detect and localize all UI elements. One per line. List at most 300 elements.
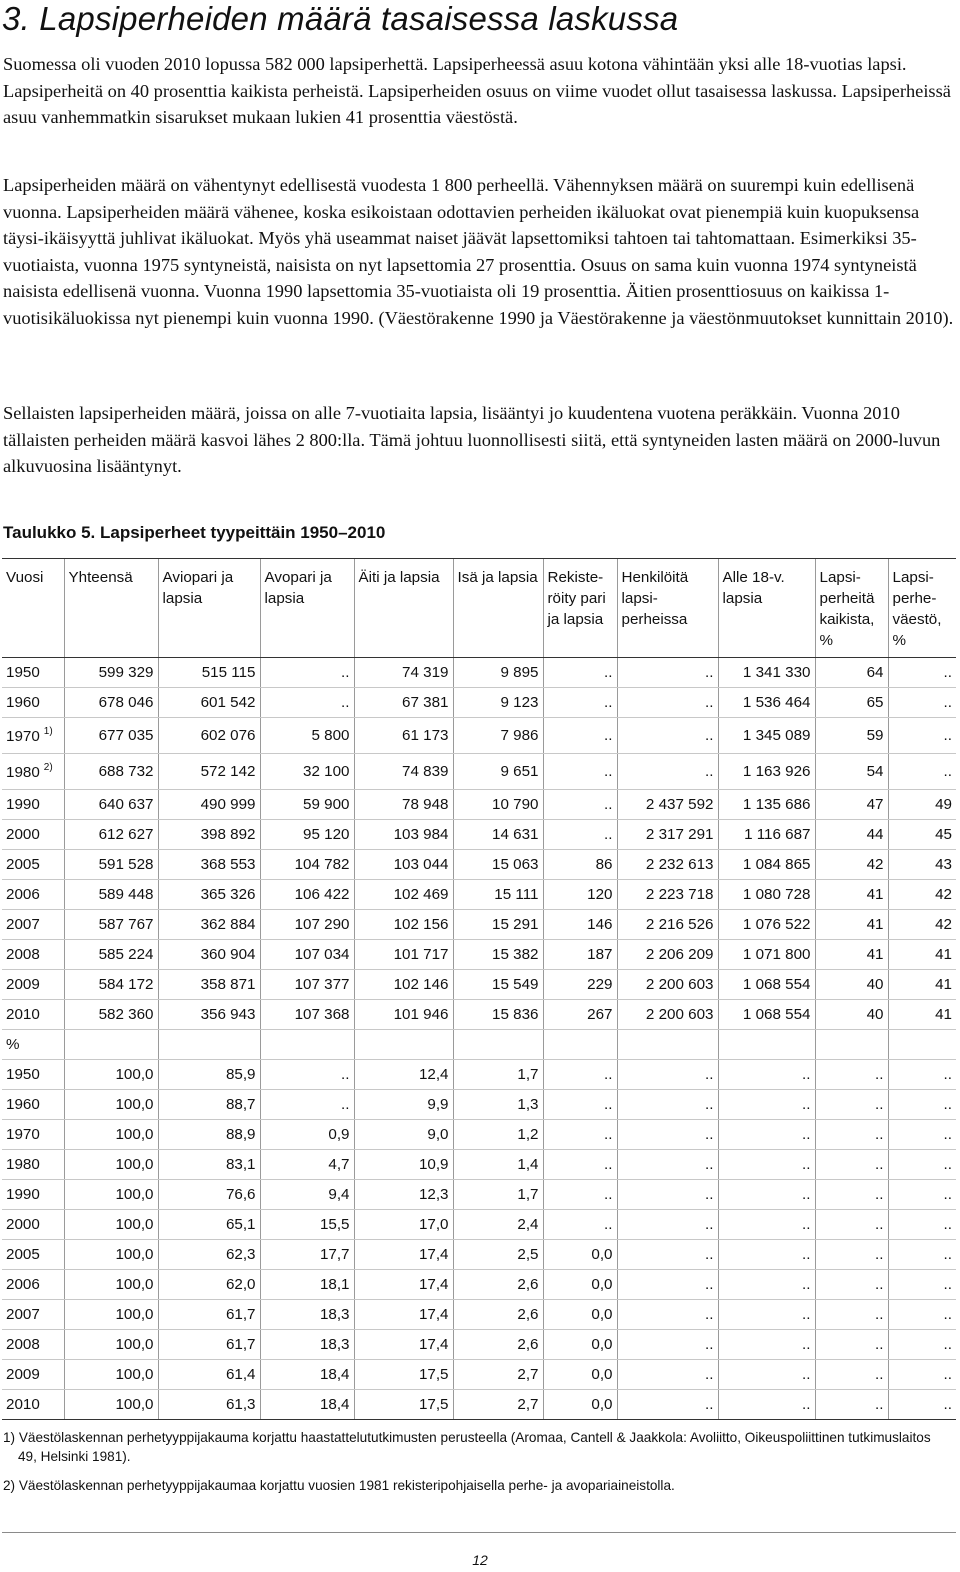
- table-cell: 103 984: [354, 820, 453, 850]
- column-header: Äiti ja lapsia: [354, 559, 453, 658]
- table-cell: 62,0: [158, 1270, 260, 1300]
- table-cell: 15 382: [453, 940, 543, 970]
- table-cell: 582 360: [64, 1000, 158, 1030]
- table-cell: 74 319: [354, 658, 453, 688]
- table-cell: 572 142: [158, 754, 260, 790]
- table-cell: ..: [718, 1150, 815, 1180]
- table-cell: 100,0: [64, 1090, 158, 1120]
- table-cell: ..: [617, 1270, 718, 1300]
- table-cell: 677 035: [64, 718, 158, 754]
- year-cell: 2008: [2, 940, 64, 970]
- table-cell: 62,3: [158, 1240, 260, 1270]
- footer-divider: [2, 1532, 956, 1533]
- column-header: Henkilöitä lapsi-perheissa: [617, 559, 718, 658]
- table-cell: 1 536 464: [718, 688, 815, 718]
- table-cell: ..: [888, 1270, 956, 1300]
- table-cell: ..: [718, 1060, 815, 1090]
- table-cell: ..: [543, 754, 617, 790]
- year-cell: 1990: [2, 1180, 64, 1210]
- table-cell: 64: [815, 658, 888, 688]
- table-cell: 2,6: [453, 1270, 543, 1300]
- year-cell: 1960: [2, 688, 64, 718]
- empty-cell: [888, 1030, 956, 1060]
- year-cell: 2009: [2, 970, 64, 1000]
- table-cell: 102 146: [354, 970, 453, 1000]
- table-cell: 120: [543, 880, 617, 910]
- year-cell: 2010: [2, 1000, 64, 1030]
- table-cell: 1 080 728: [718, 880, 815, 910]
- table-cell: 0,0: [543, 1240, 617, 1270]
- table-cell: ..: [617, 1060, 718, 1090]
- table-cell: 15 111: [453, 880, 543, 910]
- table-cell: 61,3: [158, 1390, 260, 1420]
- table-cell: 42: [815, 850, 888, 880]
- table-cell: 2 200 603: [617, 970, 718, 1000]
- table-row: [2, 1210, 956, 1240]
- table-cell: 100,0: [64, 1240, 158, 1270]
- table-cell: 9,0: [354, 1120, 453, 1150]
- table-cell: 1 076 522: [718, 910, 815, 940]
- table-row: [2, 688, 956, 718]
- table-cell: 47: [815, 790, 888, 820]
- table-row: [2, 790, 956, 820]
- table-cell: 104 782: [260, 850, 354, 880]
- table-cell: 2,6: [453, 1300, 543, 1330]
- table-cell: ..: [617, 1180, 718, 1210]
- table-cell: ..: [888, 718, 956, 754]
- table-cell: 44: [815, 820, 888, 850]
- table-body: [2, 658, 956, 1420]
- year-cell: 2008: [2, 1330, 64, 1360]
- table-cell: 86: [543, 850, 617, 880]
- column-header: Alle 18-v. lapsia: [718, 559, 815, 658]
- table-cell: 41: [888, 1000, 956, 1030]
- table-cell: 1,3: [453, 1090, 543, 1120]
- table-cell: 612 627: [64, 820, 158, 850]
- table-cell: 76,6: [158, 1180, 260, 1210]
- table-cell: ..: [815, 1180, 888, 1210]
- year-cell: 1960: [2, 1090, 64, 1120]
- table-cell: 100,0: [64, 1300, 158, 1330]
- table-cell: 100,0: [64, 1150, 158, 1180]
- footnotes: [3, 1428, 953, 1505]
- table-cell: 1 341 330: [718, 658, 815, 688]
- table-cell: ..: [718, 1090, 815, 1120]
- year-cell: 1950: [2, 1060, 64, 1090]
- page-title: 3. Lapsiperheiden määrä tasaisessa laskussa: [2, 0, 679, 37]
- empty-cell: [354, 1030, 453, 1060]
- table-cell: 10,9: [354, 1150, 453, 1180]
- year-cell: 2007: [2, 910, 64, 940]
- table-cell: 9,9: [354, 1090, 453, 1120]
- table-cell: 61 173: [354, 718, 453, 754]
- table-cell: ..: [888, 1390, 956, 1420]
- table-cell: ..: [888, 1330, 956, 1360]
- table-cell: 1 116 687: [718, 820, 815, 850]
- table-cell: ..: [888, 1180, 956, 1210]
- table-cell: 42: [888, 880, 956, 910]
- table-cell: ..: [543, 1060, 617, 1090]
- table-cell: ..: [260, 1090, 354, 1120]
- table-cell: 100,0: [64, 1360, 158, 1390]
- table-cell: 32 100: [260, 754, 354, 790]
- table-cell: 1 068 554: [718, 1000, 815, 1030]
- empty-cell: [617, 1030, 718, 1060]
- table-cell: 100,0: [64, 1330, 158, 1360]
- table-cell: ..: [718, 1300, 815, 1330]
- table-cell: 17,4: [354, 1330, 453, 1360]
- table-cell: 17,7: [260, 1240, 354, 1270]
- table-row: [2, 1180, 956, 1210]
- table-cell: ..: [617, 1090, 718, 1120]
- table-cell: 0,0: [543, 1390, 617, 1420]
- table-cell: 59: [815, 718, 888, 754]
- table-cell: 78 948: [354, 790, 453, 820]
- table-cell: 1 345 089: [718, 718, 815, 754]
- table-cell: ..: [718, 1120, 815, 1150]
- table-cell: 0,0: [543, 1330, 617, 1360]
- year-value: 1980: [6, 764, 40, 781]
- table-cell: 101 717: [354, 940, 453, 970]
- table-cell: 17,4: [354, 1270, 453, 1300]
- table-row: [2, 1390, 956, 1420]
- table-cell: 2 223 718: [617, 880, 718, 910]
- table-cell: 2 437 592: [617, 790, 718, 820]
- table-cell: ..: [617, 754, 718, 790]
- table-cell: ..: [888, 1060, 956, 1090]
- table-cell: ..: [815, 1330, 888, 1360]
- column-header: Rekiste-röity pari ja lapsia: [543, 559, 617, 658]
- year-cell: [2, 754, 64, 790]
- table-cell: 599 329: [64, 658, 158, 688]
- table-cell: ..: [260, 1060, 354, 1090]
- table-cell: 107 290: [260, 910, 354, 940]
- table-cell: ..: [815, 1300, 888, 1330]
- table-cell: ..: [815, 1210, 888, 1240]
- table-cell: ..: [888, 1360, 956, 1390]
- table-cell: 17,4: [354, 1240, 453, 1270]
- percent-section-label: %: [2, 1030, 64, 1060]
- column-header: Yhteensä: [64, 559, 158, 658]
- table-cell: ..: [543, 1210, 617, 1240]
- table-row: [2, 1150, 956, 1180]
- table-cell: 2 232 613: [617, 850, 718, 880]
- year-cell: 1990: [2, 790, 64, 820]
- table-cell: 1 068 554: [718, 970, 815, 1000]
- table-cell: ..: [543, 1150, 617, 1180]
- table-cell: 59 900: [260, 790, 354, 820]
- table-cell: 640 637: [64, 790, 158, 820]
- table-cell: 584 172: [64, 970, 158, 1000]
- table-cell: 18,1: [260, 1270, 354, 1300]
- table-cell: 83,1: [158, 1150, 260, 1180]
- table-row: [2, 754, 956, 790]
- year-cell: [2, 718, 64, 754]
- table-cell: 2 216 526: [617, 910, 718, 940]
- table-cell: 146: [543, 910, 617, 940]
- table-cell: ..: [815, 1150, 888, 1180]
- table-cell: ..: [617, 1210, 718, 1240]
- table-cell: 18,3: [260, 1330, 354, 1360]
- families-table: [2, 558, 956, 1420]
- table-header-row: [2, 559, 956, 658]
- table-cell: 17,4: [354, 1300, 453, 1330]
- column-header: Aviopari ja lapsia: [158, 559, 260, 658]
- paragraph-1: [3, 51, 958, 131]
- table-cell: 1,7: [453, 1060, 543, 1090]
- empty-cell: [815, 1030, 888, 1060]
- table-cell: ..: [888, 1150, 956, 1180]
- table-cell: 1 084 865: [718, 850, 815, 880]
- table-cell: 515 115: [158, 658, 260, 688]
- table-cell: 95 120: [260, 820, 354, 850]
- table-cell: 2 200 603: [617, 1000, 718, 1030]
- table-cell: 0,9: [260, 1120, 354, 1150]
- table-row: [2, 1240, 956, 1270]
- table-cell: 2,7: [453, 1390, 543, 1420]
- table-cell: 1 135 686: [718, 790, 815, 820]
- footnote-1: 1) Väestölaskennan perhetyyppijakauma korjattu haastattelututkimusten perusteella (Aromaa, Cantell & Jaakkola: Avoliitto, Oikeuspoliittinen tutkimuslaitos 49, Helsinki 1981).: [3, 1430, 931, 1464]
- table-cell: ..: [617, 1360, 718, 1390]
- table-cell: ..: [617, 1390, 718, 1420]
- table-cell: 102 156: [354, 910, 453, 940]
- table-cell: 12,4: [354, 1060, 453, 1090]
- table-cell: 368 553: [158, 850, 260, 880]
- table-cell: 41: [815, 940, 888, 970]
- table-cell: ..: [543, 820, 617, 850]
- year-cell: 2007: [2, 1300, 64, 1330]
- table-cell: ..: [718, 1180, 815, 1210]
- table-cell: 12,3: [354, 1180, 453, 1210]
- table-cell: ..: [815, 1240, 888, 1270]
- table-cell: 2,4: [453, 1210, 543, 1240]
- table-cell: 100,0: [64, 1120, 158, 1150]
- table-cell: ..: [888, 1120, 956, 1150]
- table-cell: 18,4: [260, 1360, 354, 1390]
- table-cell: 106 422: [260, 880, 354, 910]
- table-cell: ..: [815, 1120, 888, 1150]
- paragraph-2: [3, 172, 958, 331]
- year-cell: 1970: [2, 1120, 64, 1150]
- table-cell: ..: [815, 1390, 888, 1420]
- year-cell: 2006: [2, 1270, 64, 1300]
- table-cell: ..: [260, 688, 354, 718]
- table-cell: ..: [718, 1360, 815, 1390]
- table-cell: ..: [815, 1270, 888, 1300]
- table-cell: ..: [260, 658, 354, 688]
- year-cell: 2010: [2, 1390, 64, 1420]
- table-cell: 10 790: [453, 790, 543, 820]
- table-row: [2, 718, 956, 754]
- table-cell: ..: [815, 1090, 888, 1120]
- table-cell: 2,6: [453, 1330, 543, 1360]
- table-cell: 100,0: [64, 1180, 158, 1210]
- table-cell: ..: [543, 1120, 617, 1150]
- table-cell: 17,0: [354, 1210, 453, 1240]
- table-cell: 0,0: [543, 1360, 617, 1390]
- year-cell: 1980: [2, 1150, 64, 1180]
- table-cell: 7 986: [453, 718, 543, 754]
- table-cell: 100,0: [64, 1210, 158, 1240]
- table-cell: ..: [543, 1180, 617, 1210]
- table-cell: 100,0: [64, 1060, 158, 1090]
- table-cell: ..: [718, 1330, 815, 1360]
- column-header: Isä ja lapsia: [453, 559, 543, 658]
- table-row: [2, 1060, 956, 1090]
- table-cell: 602 076: [158, 718, 260, 754]
- table-cell: 18,3: [260, 1300, 354, 1330]
- table-cell: ..: [617, 1240, 718, 1270]
- table-cell: 40: [815, 1000, 888, 1030]
- table-cell: ..: [617, 1150, 718, 1180]
- table-cell: ..: [617, 1330, 718, 1360]
- table-title-text: Lapsiperheet tyypeittäin 1950–2010: [100, 523, 386, 542]
- table-cell: 601 542: [158, 688, 260, 718]
- table-cell: 107 377: [260, 970, 354, 1000]
- empty-cell: [158, 1030, 260, 1060]
- year-cell: 2009: [2, 1360, 64, 1390]
- table-cell: ..: [718, 1240, 815, 1270]
- table-cell: 107 034: [260, 940, 354, 970]
- table-cell: 187: [543, 940, 617, 970]
- table-cell: 9 123: [453, 688, 543, 718]
- table-cell: 4,7: [260, 1150, 354, 1180]
- table-cell: 15 291: [453, 910, 543, 940]
- table-row: [2, 880, 956, 910]
- empty-cell: [64, 1030, 158, 1060]
- table-cell: 589 448: [64, 880, 158, 910]
- table-cell: 65,1: [158, 1210, 260, 1240]
- table-cell: ..: [617, 718, 718, 754]
- table-cell: ..: [543, 718, 617, 754]
- table-cell: 356 943: [158, 1000, 260, 1030]
- table-cell: ..: [815, 1060, 888, 1090]
- table-cell: ..: [888, 688, 956, 718]
- table-cell: ..: [815, 1360, 888, 1390]
- table-cell: 2 206 209: [617, 940, 718, 970]
- table-row: [2, 1330, 956, 1360]
- year-value: 1970: [6, 728, 40, 745]
- percent-section-row: [2, 1030, 956, 1060]
- footnote-marker: 2): [43, 762, 53, 773]
- empty-cell: [453, 1030, 543, 1060]
- table-cell: 9 651: [453, 754, 543, 790]
- table-cell: 9 895: [453, 658, 543, 688]
- table-cell: 103 044: [354, 850, 453, 880]
- table-cell: 5 800: [260, 718, 354, 754]
- table-cell: 490 999: [158, 790, 260, 820]
- table-cell: 2,5: [453, 1240, 543, 1270]
- table-cell: 40: [815, 970, 888, 1000]
- column-header: Vuosi: [2, 559, 64, 658]
- year-cell: 2000: [2, 1210, 64, 1240]
- table-row: [2, 1120, 956, 1150]
- table-cell: ..: [543, 1090, 617, 1120]
- table-cell: 61,7: [158, 1330, 260, 1360]
- table-cell: ..: [888, 1300, 956, 1330]
- table-cell: 585 224: [64, 940, 158, 970]
- column-header: Lapsi-perheitä kaikista, %: [815, 559, 888, 658]
- table-cell: 358 871: [158, 970, 260, 1000]
- table-cell: 41: [888, 970, 956, 1000]
- table-cell: 88,9: [158, 1120, 260, 1150]
- table-row: [2, 910, 956, 940]
- table-cell: 1 071 800: [718, 940, 815, 970]
- table-cell: 41: [888, 940, 956, 970]
- footnote-2: 2) Väestölaskennan perhetyyppijakaumaa korjattu vuosien 1981 rekisteripohjaisella perhe- ja avopariaineistolla.: [3, 1478, 675, 1493]
- table-cell: 61,4: [158, 1360, 260, 1390]
- table-cell: 101 946: [354, 1000, 453, 1030]
- table-cell: 102 469: [354, 880, 453, 910]
- table-cell: 42: [888, 910, 956, 940]
- year-cell: 2000: [2, 820, 64, 850]
- table-cell: 688 732: [64, 754, 158, 790]
- table-cell: 65: [815, 688, 888, 718]
- table-cell: ..: [617, 1300, 718, 1330]
- year-cell: 1950: [2, 658, 64, 688]
- table-cell: 15 063: [453, 850, 543, 880]
- year-cell: 2005: [2, 850, 64, 880]
- table-cell: 15,5: [260, 1210, 354, 1240]
- table-cell: 14 631: [453, 820, 543, 850]
- table-cell: ..: [617, 1120, 718, 1150]
- table-cell: 229: [543, 970, 617, 1000]
- table-cell: 9,4: [260, 1180, 354, 1210]
- table-cell: 74 839: [354, 754, 453, 790]
- paragraph-text: Lapsiperheiden määrä on vähentynyt edellisestä vuodesta 1 800 perheellä. Vähennyksen määrä on suurempi kuin edellisenä vuonna. Lapsiperheiden määrä vähenee, koska esikoistaan odottavien perheiden ikäluokat ovat pienempiä kuin kuopuksensa täysi-ikäisyyttä juhlivat ikäluokat. Myös yhä useammat naiset jäävät lapsettomiksi tahtoen tai tahtomattaan. Esimerkiksi 35-vuotiaista, vuonna 1975 syntyneistä, naisista on nyt lapsettomia 27 prosenttia. Osuus on sama kuin vuonna 1974 syntyneistä naisista edellisenä vuonna. Vuonna 1990 lapsettomia 35-vuotiaista oli 19 prosenttia. Äitien prosenttiosuus on kaikissa 1-vuotisikäluokissa nyt pienempi kuin vuonna 1990. (Väestörakenne 1990 ja Väestörakenne ja väestönmuutokset kunnittain 2010).: [3, 175, 954, 328]
- empty-cell: [543, 1030, 617, 1060]
- table-row: [2, 658, 956, 688]
- table-cell: ..: [543, 688, 617, 718]
- year-cell: 2005: [2, 1240, 64, 1270]
- empty-cell: [718, 1030, 815, 1060]
- table-cell: 0,0: [543, 1270, 617, 1300]
- table-cell: 85,9: [158, 1060, 260, 1090]
- table-cell: ..: [888, 1240, 956, 1270]
- table-cell: ..: [888, 1210, 956, 1240]
- table-cell: 43: [888, 850, 956, 880]
- table-cell: 49: [888, 790, 956, 820]
- table-row: [2, 1300, 956, 1330]
- table-cell: 100,0: [64, 1390, 158, 1420]
- table-cell: 2,7: [453, 1360, 543, 1390]
- paragraph-text: Sellaisten lapsiperheiden määrä, joissa on alle 7-vuotiaita lapsia, lisääntyi jo kuudentena vuotena peräkkäin. Vuonna 2010 tällaisten perheiden määrä kasvoi lähes 2 800:lla. Tämä johtuu luonnollisesti siitä, että syntyneiden lasten määrä on 2000-luvun alkuvuosina lisääntynyt.: [3, 403, 941, 476]
- table-cell: 365 326: [158, 880, 260, 910]
- table-title: [3, 522, 385, 544]
- table-cell: 398 892: [158, 820, 260, 850]
- table-cell: 18,4: [260, 1390, 354, 1420]
- table-cell: 2 317 291: [617, 820, 718, 850]
- table-row: [2, 970, 956, 1000]
- year-cell: 2006: [2, 880, 64, 910]
- table-cell: ..: [543, 790, 617, 820]
- table-title-label: Taulukko 5.: [3, 523, 96, 542]
- table-cell: 362 884: [158, 910, 260, 940]
- table-cell: 45: [888, 820, 956, 850]
- table-cell: 15 836: [453, 1000, 543, 1030]
- table-cell: 1,7: [453, 1180, 543, 1210]
- table-cell: 360 904: [158, 940, 260, 970]
- table-row: [2, 1360, 956, 1390]
- column-header: Lapsi-perhe-väestö, %: [888, 559, 956, 658]
- table-cell: ..: [888, 658, 956, 688]
- table-cell: 41: [815, 910, 888, 940]
- footnote-marker: 1): [43, 726, 53, 737]
- table-cell: ..: [718, 1210, 815, 1240]
- table-cell: ..: [718, 1390, 815, 1420]
- table-cell: ..: [888, 1090, 956, 1120]
- empty-cell: [260, 1030, 354, 1060]
